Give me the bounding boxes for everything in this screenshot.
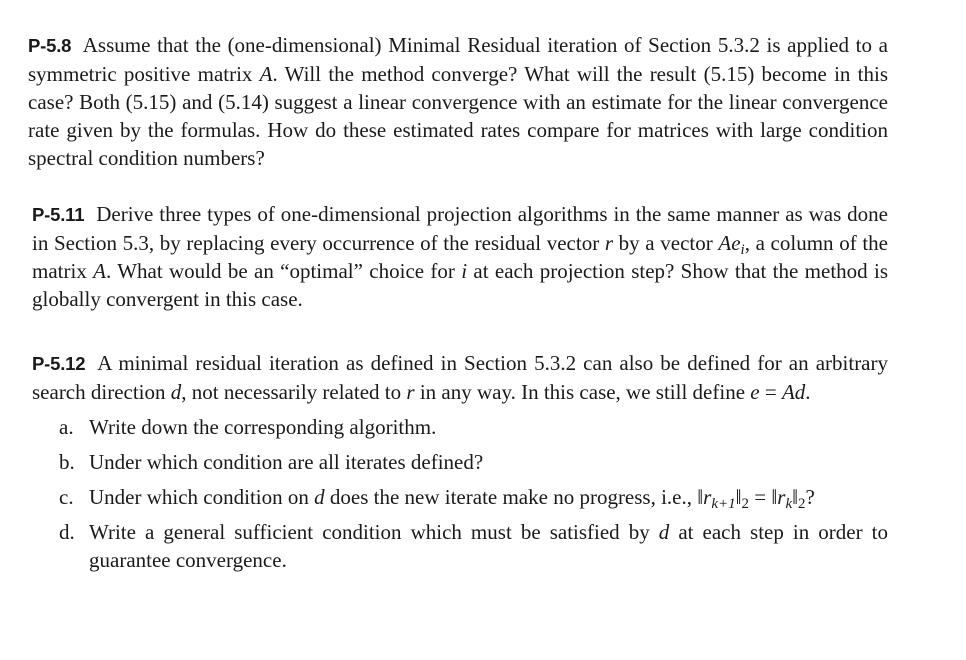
text-run: in any way. In this case, we still define <box>414 380 751 404</box>
math-var-r: r <box>777 485 786 509</box>
text-run: Under which condition on <box>89 485 315 509</box>
text-run: . What would be an “optimal” choice for <box>105 259 462 283</box>
math-subscript-2: 2 <box>741 496 750 512</box>
sub-question-label: b. <box>59 450 75 474</box>
math-var-e: e <box>750 380 760 404</box>
text-run: A minimal residual iteration as defined in Section 5.3.2 can also be defined for an arbitrary search direction <box>32 351 888 404</box>
problem-p-5-11 <box>32 200 888 313</box>
math-var-r: r <box>604 231 614 255</box>
text-run: at each projection step? Show that the method is globally convergent in this case. <box>32 259 888 311</box>
problem-number: P-5.12 <box>32 353 86 374</box>
math-var-i: i <box>461 259 468 283</box>
math-subscript-i: i <box>740 242 745 258</box>
text-run: . <box>805 380 811 404</box>
text-run: , not necessarily related to <box>181 380 407 404</box>
problem-number: P-5.8 <box>28 35 72 56</box>
text-run: does the new iterate make no progress, i.e., ‖ <box>324 485 704 509</box>
sub-question-list <box>32 413 888 574</box>
math-subscript-k: k <box>785 496 793 512</box>
problem-p-5-12-text <box>32 349 888 406</box>
math-var-a: A <box>259 62 273 86</box>
math-subscript-k-plus-1: k+1 <box>711 496 736 512</box>
problem-p-5-8 <box>28 31 888 172</box>
text-run: . Will the method converge? What will the result (5.15) become in this case? Both (5.15) and (5.14) suggest a linear convergence with an estimate for the linear convergence rate given by the formulas. How do these estimated rates compare for matrices with large condition spectral condition numbers? <box>28 62 888 170</box>
text-run: Under which condition are all iterates defined? <box>89 450 484 474</box>
sub-question-b <box>32 448 888 476</box>
sub-question-a <box>32 413 888 441</box>
sub-question-label: d. <box>59 520 75 544</box>
problem-p-5-8-text <box>28 31 888 172</box>
text-run: , a column of the matrix <box>32 231 888 283</box>
math-var-d: d <box>314 485 325 509</box>
math-norm-bar: ‖ <box>792 485 799 509</box>
text-run: at each step in order to guarantee convergence. <box>89 520 888 572</box>
sub-question-c <box>32 483 888 511</box>
math-var-ae: Ae <box>718 231 741 255</box>
math-equals: = <box>759 380 782 404</box>
math-var-r: r <box>406 380 415 404</box>
problem-p-5-12 <box>32 349 888 581</box>
math-subscript-2: 2 <box>798 496 806 512</box>
math-var-d: d <box>658 520 670 544</box>
text-run: Assume that the (one-dimensional) Minimal Residual iteration of Section 5.3.2 is applied to a symmetric positive matrix <box>28 33 888 86</box>
math-norm-bar: ‖ <box>735 485 742 509</box>
sub-question-d <box>32 518 888 574</box>
problem-p-5-11-text <box>32 200 888 313</box>
text-run: Write a general sufficient condition which must be satisfied by <box>89 520 659 544</box>
math-equals: = ‖ <box>749 485 778 509</box>
math-var-ad: Ad <box>781 380 806 404</box>
text-run: ? <box>805 485 815 509</box>
text-run: by a vector <box>613 231 719 255</box>
math-var-a: A <box>93 259 106 283</box>
sub-question-label: a. <box>59 415 74 439</box>
text-run: Derive three types of one-dimensional projection algorithms in the same manner as was done in Section 5.3, by replacing every occurrence of the residual vector <box>32 202 889 255</box>
problem-number: P-5.11 <box>32 204 85 225</box>
sub-question-label: c. <box>59 485 74 509</box>
math-var-d: d <box>170 380 182 404</box>
text-run: Write down the corresponding algorithm. <box>89 415 437 439</box>
math-var-r: r <box>703 485 712 509</box>
